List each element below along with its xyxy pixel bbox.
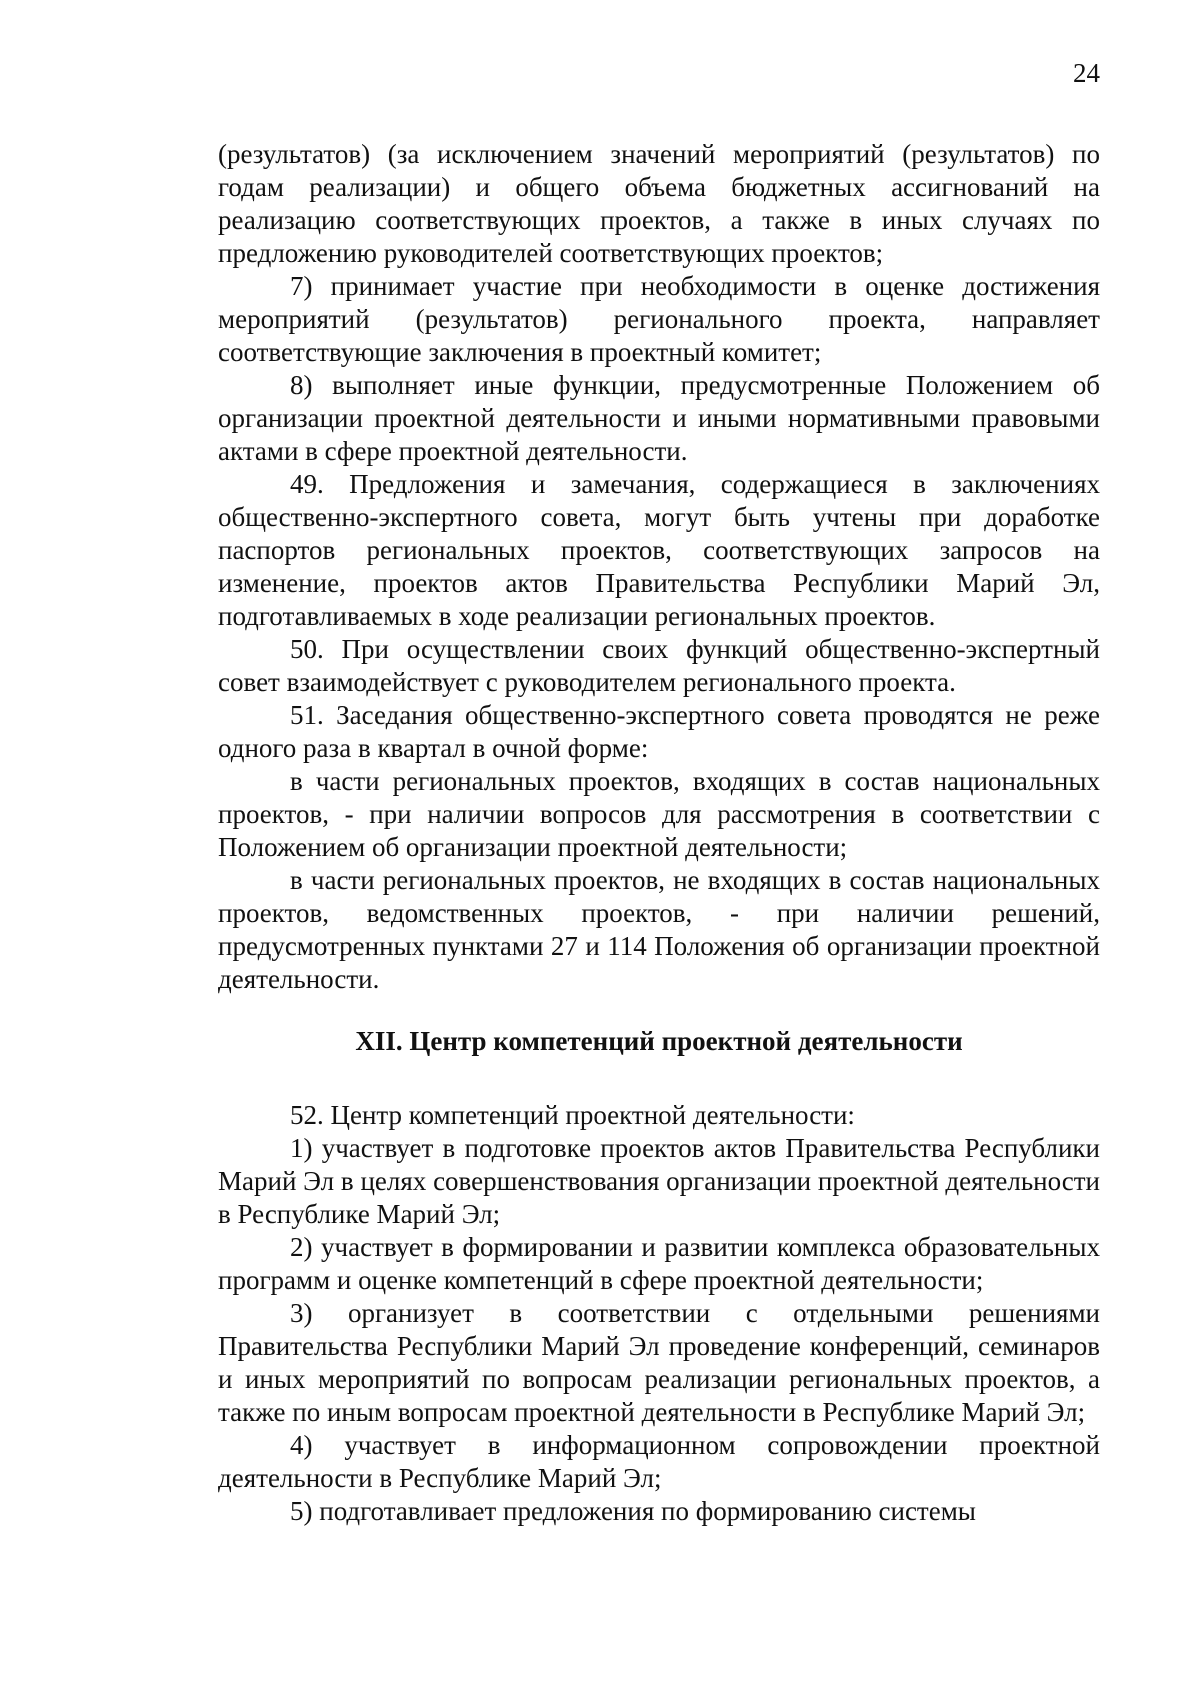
page-number: 24 (1073, 58, 1100, 88)
paragraph-clause-51-national: в части региональных проектов, входящих в состав национальных проектов, - при наличии вопросов для рассмотрения в соответствии с Положением об организации проектной деятельности; (218, 766, 1100, 862)
paragraph-item-5: 5) подготавливает предложения по формированию системы (290, 1496, 976, 1526)
paragraph-item-3: 3) организует в соответствии с отдельными решениями Правительства Республики Марий Эл проведение конференций, семинаров и иных мероприятий по вопросам реализации региональных проектов, а также по иным вопросам проектной деятельности в Республике Марий Эл; (218, 1298, 1100, 1427)
paragraph-clause-52: 52. Центр компетенций проектной деятельности: (290, 1100, 855, 1130)
paragraph-clause-49: 49. Предложения и замечания, содержащиеся в заключениях общественно-экспертного совета, могут быть учтены при доработке паспортов региональных проектов, соответствующих запросов на изменение, проектов актов Правительства Республики Марий Эл, подготавливаемых в ходе реализации региональных проектов. (218, 469, 1100, 631)
paragraph-item-8: 8) выполняет иные функции, предусмотренные Положением об организации проектной деятельности и иными нормативными правовыми актами в сфере проектной деятельности. (218, 370, 1100, 466)
paragraph-item-2: 2) участвует в формировании и развитии комплекса образовательных программ и оценке компетенций в сфере проектной деятельности; (218, 1232, 1100, 1295)
paragraph-item-1: 1) участвует в подготовке проектов актов Правительства Республики Марий Эл в целях совершенствования организации проектной деятельности в Республике Марий Эл; (218, 1133, 1100, 1229)
paragraph-clause-51: 51. Заседания общественно-экспертного совета проводятся не реже одного раза в квартал в очной форме: (218, 700, 1100, 763)
document-body-top (218, 138, 1100, 996)
paragraph-item-7: 7) принимает участие при необходимости в оценке достижения мероприятий (результатов) регионального проекта, направляет соответствующие заключения в проектный комитет; (218, 271, 1100, 367)
section-heading: XII. Центр компетенций проектной деятельности (355, 1026, 963, 1056)
paragraph-clause-50: 50. При осуществлении своих функций общественно-экспертный совет взаимодействует с руководителем регионального проекта. (218, 634, 1100, 697)
paragraph-continuation: (результатов) (за исключением значений мероприятий (результатов) по годам реализации) и общего объема бюджетных ассигнований на реализацию соответствующих проектов, а также в иных случаях по предложению руководителей соответствующих проектов; (218, 139, 1100, 268)
document-body-bottom (218, 1099, 1100, 1528)
paragraph-item-4: 4) участвует в информационном сопровождении проектной деятельности в Республике Марий Эл; (218, 1430, 1100, 1493)
paragraph-clause-51-other: в части региональных проектов, не входящих в состав национальных проектов, ведомственных проектов, - при наличии решений, предусмотренных пунктами 27 и 114 Положения об организации проектной деятельности. (218, 865, 1100, 994)
